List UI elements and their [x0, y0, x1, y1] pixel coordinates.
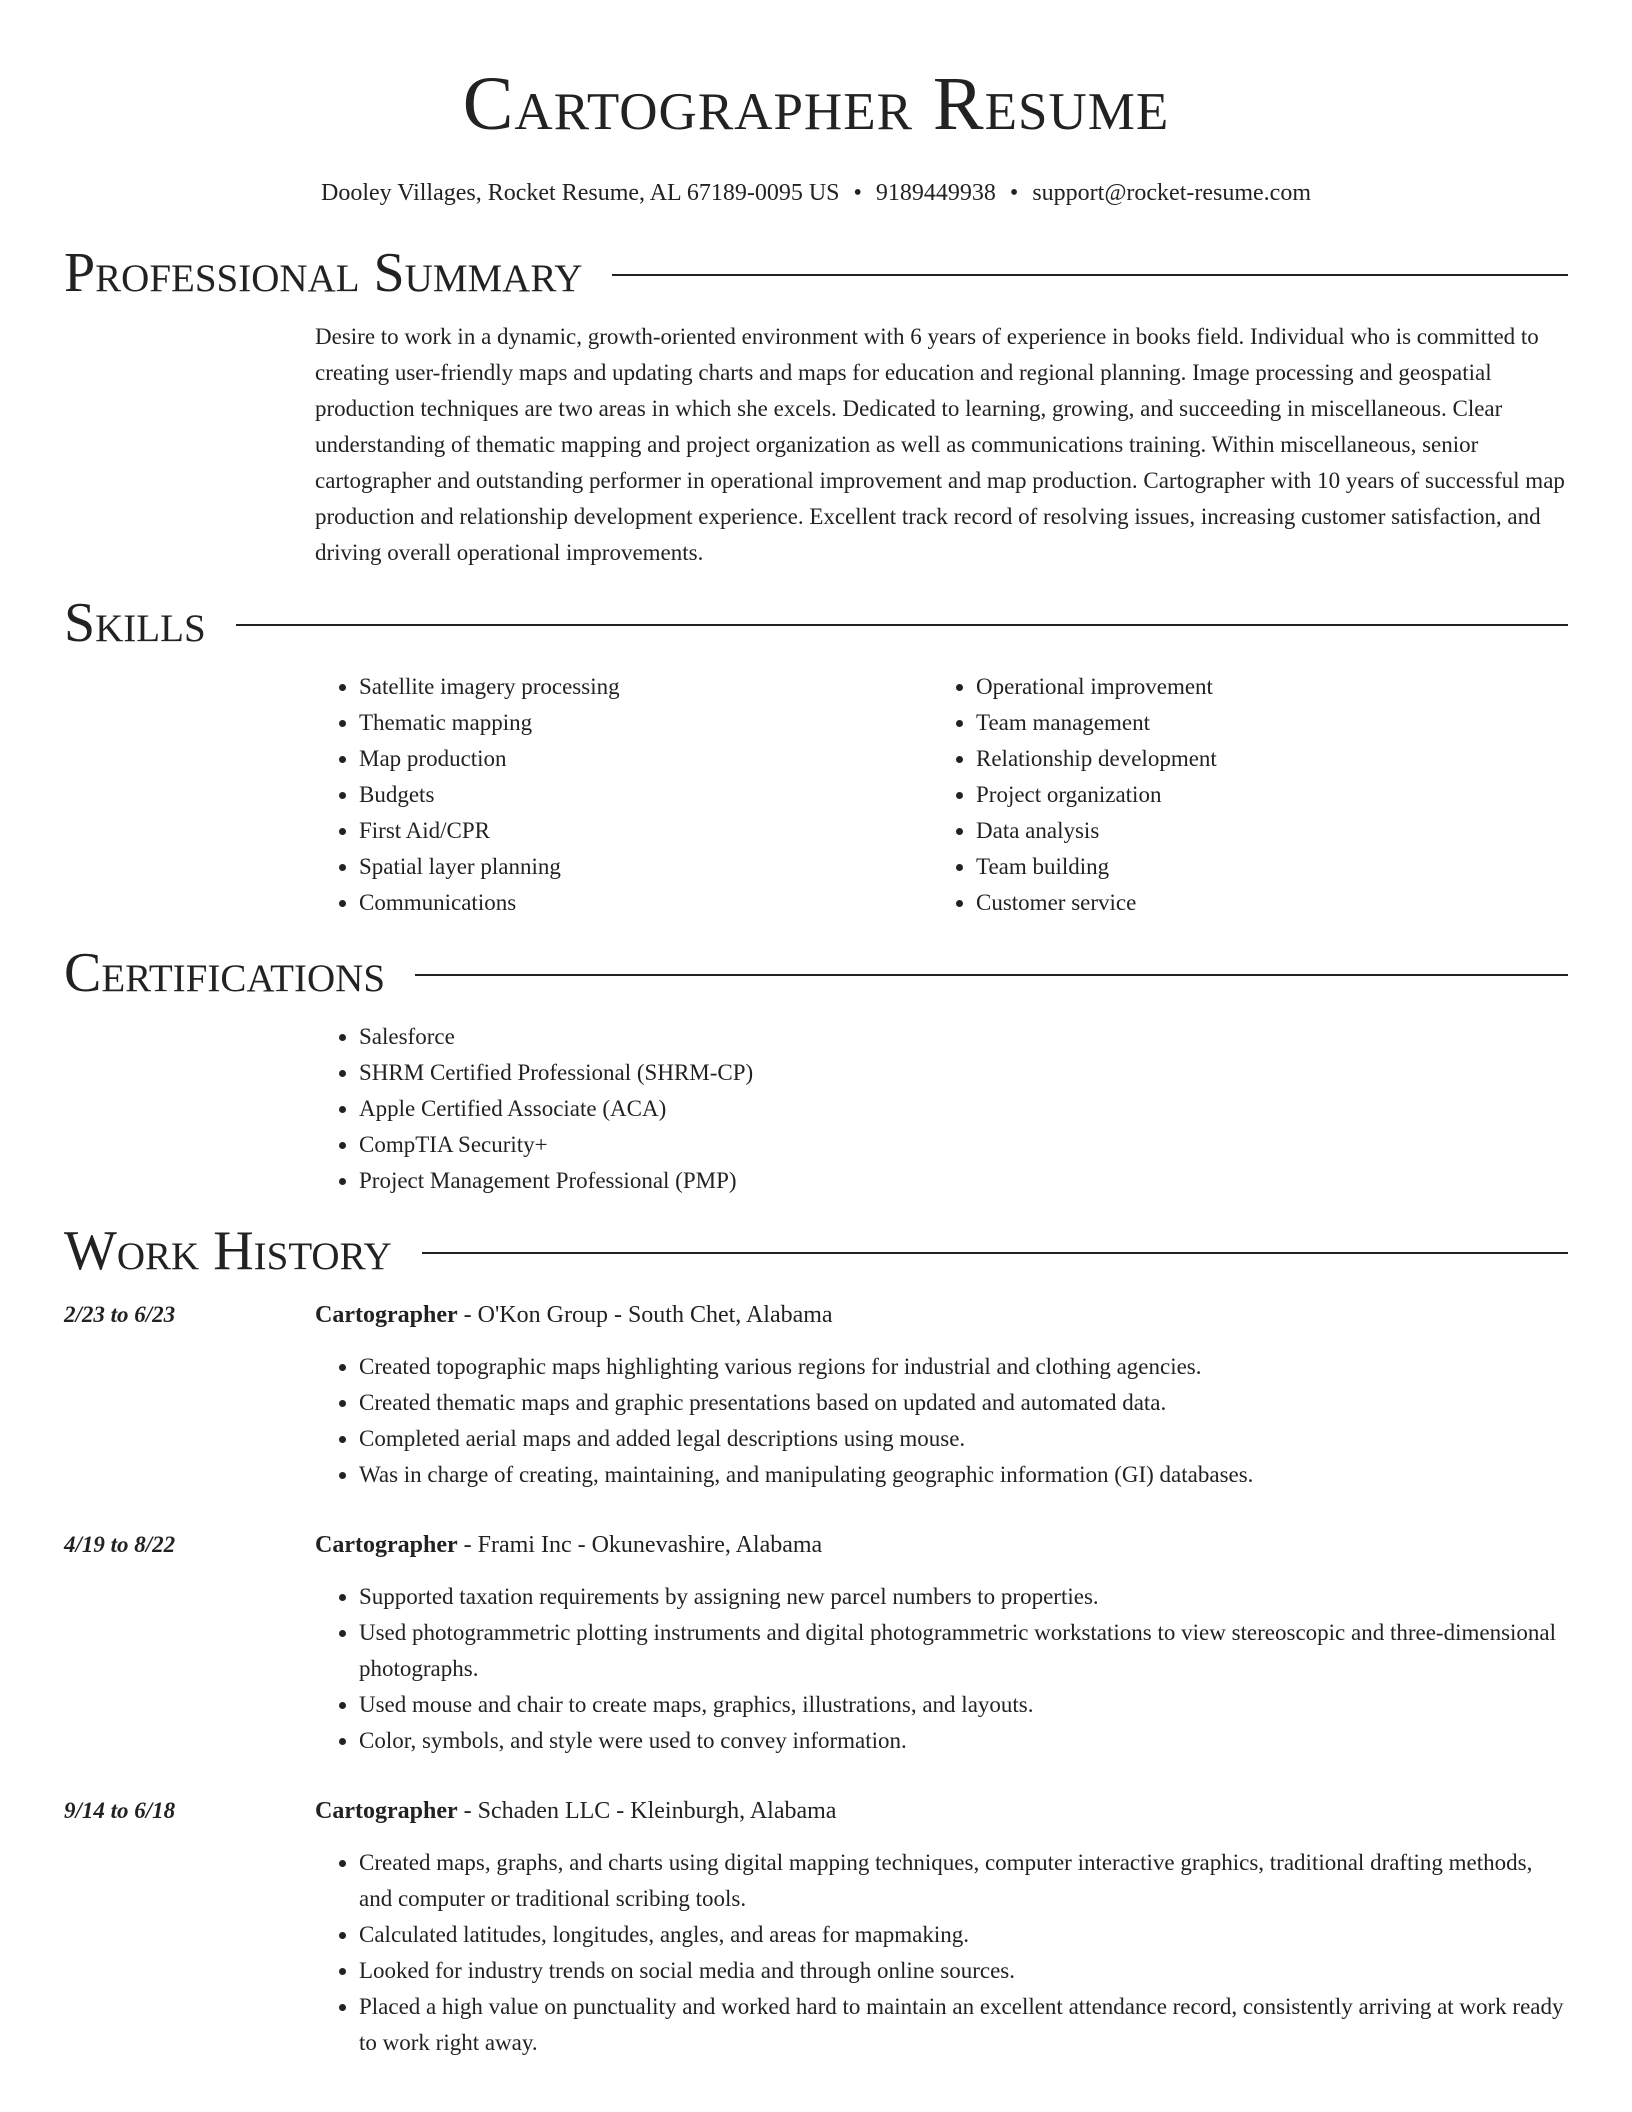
job-bullet: • Created thematic maps and graphic presentations based on updated and automated data. — [359, 1385, 1568, 1421]
skill-item: • Thematic mapping — [359, 705, 932, 741]
resume-page — [64, 0, 1568, 2061]
skill-item: • Relationship development — [976, 741, 1549, 777]
skills-column-left — [315, 669, 932, 921]
job-bullets — [315, 1579, 1568, 1759]
job-bullet: • Created topographic maps highlighting various regions for industrial and clothing agencies. — [359, 1349, 1568, 1385]
job-body — [315, 1297, 1568, 1493]
job-bullet: • Placed a high value on punctuality and worked hard to maintain an excellent attendance record, consistently arriving at work ready to work right away. — [359, 1989, 1568, 2061]
job-bullet: • Completed aerial maps and added legal descriptions using mouse. — [359, 1421, 1568, 1457]
skill-item: • Budgets — [359, 777, 932, 813]
certifications-heading: Certifications — [64, 942, 386, 1004]
skill-item: • Map production — [359, 741, 932, 777]
skill-item: • Customer service — [976, 885, 1549, 921]
skill-item: • First Aid/CPR — [359, 813, 932, 849]
skill-item: • Team management — [976, 705, 1549, 741]
work-history-list — [64, 1297, 1568, 2061]
contact-email[interactable]: support@rocket-resume.com — [1032, 180, 1311, 206]
job-company-location: - O'Kon Group - South Chet, Alabama — [457, 1302, 833, 1328]
job-title-line — [315, 1297, 1568, 1333]
job-entry — [64, 1527, 1568, 1759]
job-dates: 2/23 to 6/23 — [64, 1302, 176, 1327]
skill-item: • Satellite imagery processing — [359, 669, 932, 705]
skill-item: • Team building — [976, 849, 1549, 885]
job-title-line — [315, 1793, 1568, 1829]
job-company-location: - Schaden LLC - Kleinburgh, Alabama — [457, 1798, 837, 1824]
work-history-heading: Work History — [64, 1220, 392, 1282]
job-bullet: • Was in charge of creating, maintaining, and manipulating geographic information (GI) databases. — [359, 1457, 1568, 1493]
certification-item: • Apple Certified Associate (ACA) — [359, 1091, 1568, 1127]
resume-title: Cartographer Resume — [462, 62, 1170, 146]
skills-list — [315, 669, 1568, 921]
skills-heading: Skills — [64, 592, 206, 654]
job-bullet: • Color, symbols, and style were used to convey information. — [359, 1723, 1568, 1759]
certification-item: • Project Management Professional (PMP) — [359, 1163, 1568, 1199]
skills-column-right — [932, 669, 1549, 921]
summary-heading: Professional Summary — [64, 242, 583, 304]
contact-phone: 9189449938 — [875, 180, 996, 206]
job-entry — [64, 1793, 1568, 2061]
section-divider — [236, 624, 1568, 626]
section-divider — [422, 1252, 1568, 1254]
job-bullet: • Used photogrammetric plotting instruments and digital photogrammetric workstations to view stereoscopic and three-dimensional photographs. — [359, 1615, 1568, 1687]
job-role: Cartographer — [315, 1302, 458, 1328]
section-divider — [612, 274, 1568, 276]
skill-item: • Operational improvement — [976, 669, 1549, 705]
job-dates: 9/14 to 6/18 — [64, 1798, 176, 1823]
skill-item: • Spatial layer planning — [359, 849, 932, 885]
certifications-section-header — [64, 941, 1568, 1005]
job-dates: 4/19 to 8/22 — [64, 1532, 176, 1557]
summary-section-header — [64, 241, 1568, 305]
job-role: Cartographer — [315, 1798, 458, 1824]
job-entry — [64, 1297, 1568, 1493]
job-company-location: - Frami Inc - Okunevashire, Alabama — [457, 1532, 823, 1558]
job-body — [315, 1527, 1568, 1759]
contact-separator: • — [853, 180, 862, 206]
job-bullets — [315, 1845, 1568, 2061]
skill-item: • Data analysis — [976, 813, 1549, 849]
job-bullet: • Calculated latitudes, longitudes, angles, and areas for mapmaking. — [359, 1917, 1568, 1953]
certification-item: • Salesforce — [359, 1019, 1568, 1055]
job-bullet: • Supported taxation requirements by assigning new parcel numbers to properties. — [359, 1579, 1568, 1615]
job-role: Cartographer — [315, 1532, 458, 1558]
skills-section-header — [64, 591, 1568, 655]
job-bullet: • Created maps, graphs, and charts using digital mapping techniques, computer interactive graphics, traditional drafting methods, and computer or traditional scribing tools. — [359, 1845, 1568, 1917]
work-history-section-header — [64, 1219, 1568, 1283]
contact-address: Dooley Villages, Rocket Resume, AL 67189-0095 US — [320, 180, 840, 206]
summary-text: Desire to work in a dynamic, growth-oriented environment with 6 years of experience in books field. Individual who is committed to creating user-friendly maps and updating charts and maps for education and regional planning. Image processing and geospatial production techniques are two areas in which she excels. Dedicated to learning, growing, and succeeding in miscellaneous. Clear understanding of thematic mapping and project organization as well as communications training. Within miscellaneous, senior cartographer and outstanding performer in operational improvement and map production. Cartographer with 10 years of successful map production and relationship development experience. Excellent track record of resolving issues, increasing customer satisfaction, and driving overall operational improvements. — [315, 324, 1565, 565]
certification-item: • SHRM Certified Professional (SHRM-CP) — [359, 1055, 1568, 1091]
skill-item: • Communications — [359, 885, 932, 921]
contact-line — [64, 178, 1568, 208]
certifications-list — [315, 1019, 1568, 1199]
job-body — [315, 1793, 1568, 2061]
job-bullet: • Used mouse and chair to create maps, graphics, illustrations, and layouts. — [359, 1687, 1568, 1723]
job-title-line — [315, 1527, 1568, 1563]
contact-separator: • — [1009, 180, 1019, 206]
certification-item: • CompTIA Security+ — [359, 1127, 1568, 1163]
skill-item: • Project organization — [976, 777, 1549, 813]
section-divider — [415, 974, 1568, 976]
summary-section — [315, 319, 1568, 571]
job-bullets — [315, 1349, 1568, 1493]
job-bullet: • Looked for industry trends on social media and through online sources. — [359, 1953, 1568, 1989]
